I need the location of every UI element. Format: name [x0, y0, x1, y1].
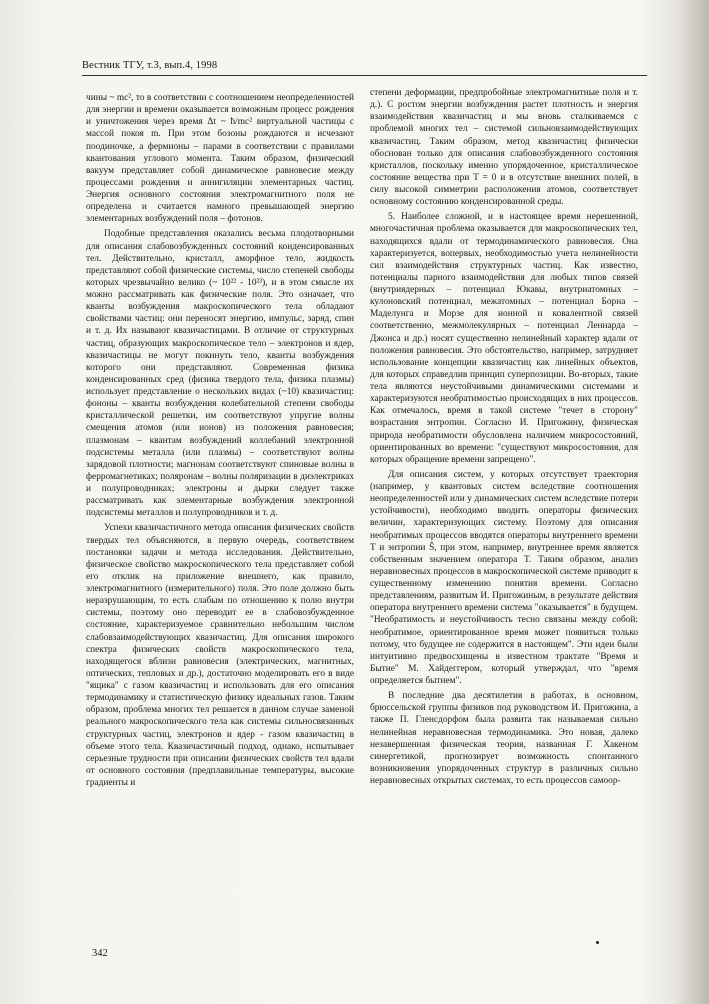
right-column	[370, 87, 638, 787]
paragraph: Для описания систем, у которых отсутствует траектория (например, у квантовых систем вследствие соотношения неопределенностей или у динамических систем вследствие потери устойчивости), необходимо вводить операторы физических величин, характеризующих систему. Поэтому для описания необратимых процессов вводятся операторы внутреннего времени T и энтропии Ŝ, при этом, например, внутреннее время является собственным значением оператора T. Таким образом, анализ неравновесных процессов в макроскопической системе приводит к существенному изменению понятия времени. Согласно представлениям, развитым И. Пригожиным, в результате действия оператора внутреннего времени система "оказывается" в будущем. "Необратимость и неустойчивость тесно связаны между собой: необратимое, ориентированное время может появиться только потому, что будущее не содержится в настоящем". Эти идеи были интуитивно предвосхищены в известном трактате "Время и Бытие" М. Хайдеггером, который утверждал, что "время определяется бытием".	[370, 469, 638, 686]
left-column	[86, 92, 354, 789]
paragraph: чины ~ mc², то в соответствии с соотношением неопределенностей для энергии и времени оказывается возможным процесс рождения и уничтожения через время Δt ~ ħ/mc² виртуальной частицы с массой покоя m. При этом бозоны рождаются и исчезают поодиночке, а фермионы – парами в соответствии с правилами квантования углового момента. Таким образом, физический вакуум представляет собой динамическое равновесие между процессами рождения и аннигиляции элементарных частиц. Энергия основного состояния электромагнитного поля не определена и считается намного превышающей энергию элементарных возбуждений поля – фотонов.	[86, 93, 354, 225]
paragraph: Подобные представления оказались весьма плодотворными для описания слабовозбужденных состояний конденсированных тел. Действительно, кристалл, аморфное тело, жидкость представляют собой физические системы, число степеней свободы которых чрезвычайно велико (~ 10²² - 10²³), и в этом смысле их можно рассматривать как физические поля. Это означает, что кванты возбуждения макроскопического тела обладают свойствами частиц: они переносят энергию, импульс, заряд, спин и т. д. Их называют квазичастицами. В отличие от структурных частиц, образующих макроскопическое тело – электронов и ядер, квазичастицы не могут покинуть тело, кванты возбуждения которого они представляют. Современная физика конденсированных сред (физика твердого тела, физика плазмы) использует представление о нескольких видах (~10) квазичастиц: фононы – кванты возбуждения колебательной степени свободы кристаллической решетки, им соответствуют упругие волны смещения атомов (или ионов) из положения равновесия; плазмонам – квантам возбуждений коллебаний электронной подсистемы металла (или плазмы) – соответствуют волны зарядовой плотности; магнонам соответствуют спиновые волны в ферромагнетиках; поляронам – волны поляризации в диэлектриках и полупроводниках; электроны и дырки следует также рассматривать как элементарные возбуждения электронной подсистемы металлов и полупроводников и т. д.	[86, 229, 354, 519]
page-edge-shadow	[675, 0, 709, 1004]
header-divider	[82, 75, 647, 76]
running-header: Вестник ТГУ, т.3, вып.4, 1998	[82, 60, 218, 71]
paragraph: степени деформации, предпробойные электромагнитные поля и т. д.). С ростом энергии возбуждения растет плотность и энергия взаимодействия квазичастиц и мы вновь сталкиваемся с проблемой многих тел – системой сильновзаимодействующих квазичастиц. Таким образом, метод квазичастиц физически обоснован только для описания слабовозбужденного состояния кристаллов, поскольку именно упорядоченное, кристаллическое состояние вещества при T = 0 и в отсутствие внешних полей, в силу высокой симметрии расположения атомов, соответствует основному состоянию конденсированной среды.	[370, 88, 638, 208]
paragraph: Успехи квазичастичного метода описания физических свойств твердых тел объясняются, в первую очередь, соответствием постановки задачи и метода исследования. Действительно, физическое свойство макроскопического тела представляет собой его отклик на приложение внешнего, как правило, электромагнитного (измерительного) поля. Это поле должно быть неразрушающим, то есть слабым по отношению к полю внутри системы, поэтому оно переводит ее в слабовозбужденное состояние, характеризуемое сравнительно небольшим числом слабовзаимодействующих квазичастиц. Для описания широкого спектра физических свойств макроскопического тела, находящегося вблизи равновесия (электрических, магнитных, оптических, тепловых и др.), достаточно моделировать его в виде "ящика" с газом квазичастиц и использовать для его описания термодинамику и статистическую физику идеальных газов. Таким образом, проблема многих тел решается в данном случае заменой реального макроскопического тела как системы сильносвязанных структурных частиц, электронов и ядер - газом квазичастиц в объеме этого тела. Квазичастичный подход, однако, испытывает серьезные трудности при описании физических свойств тел вдали от основного состояния (предплавильные температуры, высокие градиенты и	[86, 523, 354, 788]
paragraph: В последние два десятилетия в работах, в основном, брюссельской группы физиков под руководством И. Пригожина, а также П. Гленсдорфом была развита так называемая сильно нелинейная неравновесная термодинамика. Это новая, далеко незавершенная физическая теория, названная Г. Хакеном синергетикой, прогнозирует возможность спонтанного возникновения упорядоченных структур в различных сильно неравновесных открытых системах, то есть процессов самоор-	[370, 691, 638, 786]
scan-speck	[596, 941, 599, 944]
paragraph: 5. Наиболее сложной, и в настоящее время нерешенной, многочастичная проблема оказывается для макроскопических тел, находящихся вдали от термодинамического равновесия. Она характеризуется, вопервых, необходимостью учета нелинейности сил взаимодействия структурных частиц. Как известно, потенциалы парного взаимодействия для любых типов связей (внутриядерных – потенциал Юкавы, внутриатомных – кулоновский потенциал, межатомных – потенциал Борна – Маделунга и Морзе для ионной и ковалентной связей соответственно, межмолекулярных – потенциал Леннарда – Джонса и др.) носят существенно нелинейный характер вдали от положения равновесия. Это обстоятельство, например, затрудняет использование концепции квазичастиц как линейных объектов, для которых справедлив принцип суперпозиции. Во-вторых, такие тела являются неустойчивыми динамическими системами и характеризуются необратимостью происходящих в них процессов. Как отмечалось, время в такой системе "течет в сторону" возрастания энтропии. Согласно И. Пригожину, физическая природа необратимости обусловлена наличием микросостояний, ориентированных во времени: "существуют микросостояния, для которых обращение времени запрещено".	[370, 212, 638, 465]
page-number: 342	[92, 948, 108, 959]
